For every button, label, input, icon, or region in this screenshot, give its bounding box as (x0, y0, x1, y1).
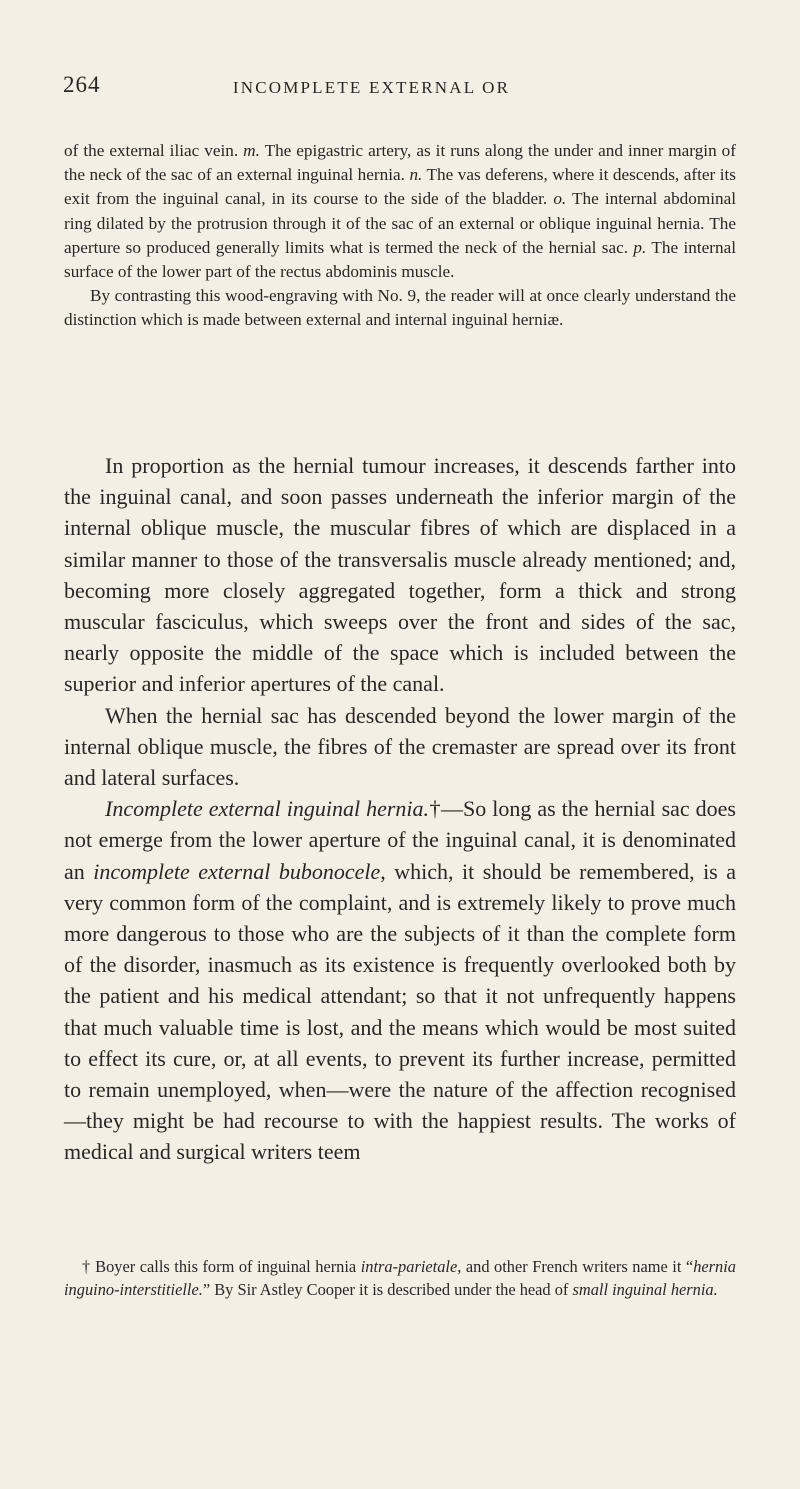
figure-label-o: o. (553, 189, 567, 209)
footnote (64, 1255, 736, 1301)
caption-text: The internal surface of the lower part of the rectus abdominis muscle. (64, 237, 736, 282)
italic-term: hernia inguino-interstitielle. (64, 1257, 736, 1299)
figure-label-n: n. (409, 165, 423, 185)
body-paragraph-1: In proportion as the hernial tumour increases, it descends farther into the inguinal canal, and soon passes underneath the inferior margin of the internal oblique muscle, the muscular fibres of which are displaced in a similar manner to those of the transversalis muscle already mentioned; and, becoming more closely aggregated together, form a thick and strong muscular fasciculus, which sweeps over the front and sides of the sac, nearly opposite the middle of the space which is included between the superior and inferior apertures of the canal. (64, 453, 736, 697)
caption-text: The epigastric artery, as it runs along the under and inner margin of the neck of the sac of an external inguinal hernia. (64, 141, 736, 185)
body-paragraph-2: When the hernial sac has descended beyond the lower margin of the internal oblique muscle, the fibres of the cremaster are spread over its front and lateral surfaces. (64, 702, 736, 791)
footnote-text: ” By Sir Astley Cooper it is described under the head of (202, 1280, 573, 1299)
caption-text: of the external iliac vein. (64, 141, 244, 160)
caption-text: The vas deferens, where it descends, after its exit from the inguinal canal, in its course to the side of the bladder. (64, 165, 736, 209)
section-heading: Incomplete external inguinal hernia. (105, 796, 430, 822)
page-header (63, 72, 680, 112)
italic-term: intra-parietale (360, 1257, 458, 1276)
footnote-mark: † (82, 1257, 91, 1276)
figure-caption (64, 139, 736, 333)
body-text-run: —So long as the hernial sac does not emerge from the lower aperture of the inguinal canal, it is denominated an (64, 796, 736, 884)
footnote-paragraph (64, 1255, 736, 1301)
caption-paragraph (64, 139, 736, 284)
caption-text: The internal abdominal ring dilated by the protrusion through it of the sac of an external or oblique inguinal hernia. The aperture so produced generally limits what is termed the neck of the hernial sac. (64, 189, 736, 257)
body-paragraph-3 (64, 793, 736, 1167)
italic-term: incomplete external bubonocele (93, 858, 381, 884)
footnote-mark: † (429, 796, 442, 822)
body-text (64, 450, 736, 1168)
caption-paragraph-2: By contrasting this wood-engraving with No. 9, the reader will at once clearly understand the distinction which is made between external and internal inguinal herniæ. (64, 286, 736, 330)
footnote-text: Boyer calls this form of inguinal hernia (90, 1257, 361, 1276)
figure-label-p: p. (633, 237, 647, 257)
running-title: INCOMPLETE EXTERNAL OR (232, 78, 511, 97)
body-text-run: , which, it should be remembered, is a very common form of the complaint, and is extremely likely to prove much more dangerous to those who are the subjects of it than the complete form of the disorder, inasmuch as its existence is frequently overlooked both by the patient and his medical attendant; so that it not unfrequently happens that much valuable time is lost, and the means which would be most suited to effect its cure, or, at all events, to prevent its further increase, permitted to remain unemployed, when—were the nature of the affection recognised—they might be had recourse to with the happiest results. The works of medical and surgical writers teem (64, 858, 737, 1165)
figure-label-m: m. (243, 141, 260, 160)
italic-term: small inguinal hernia. (572, 1280, 718, 1299)
page-number: 264 (63, 72, 101, 97)
footnote-text: , and other French writers name it “ (457, 1257, 694, 1276)
